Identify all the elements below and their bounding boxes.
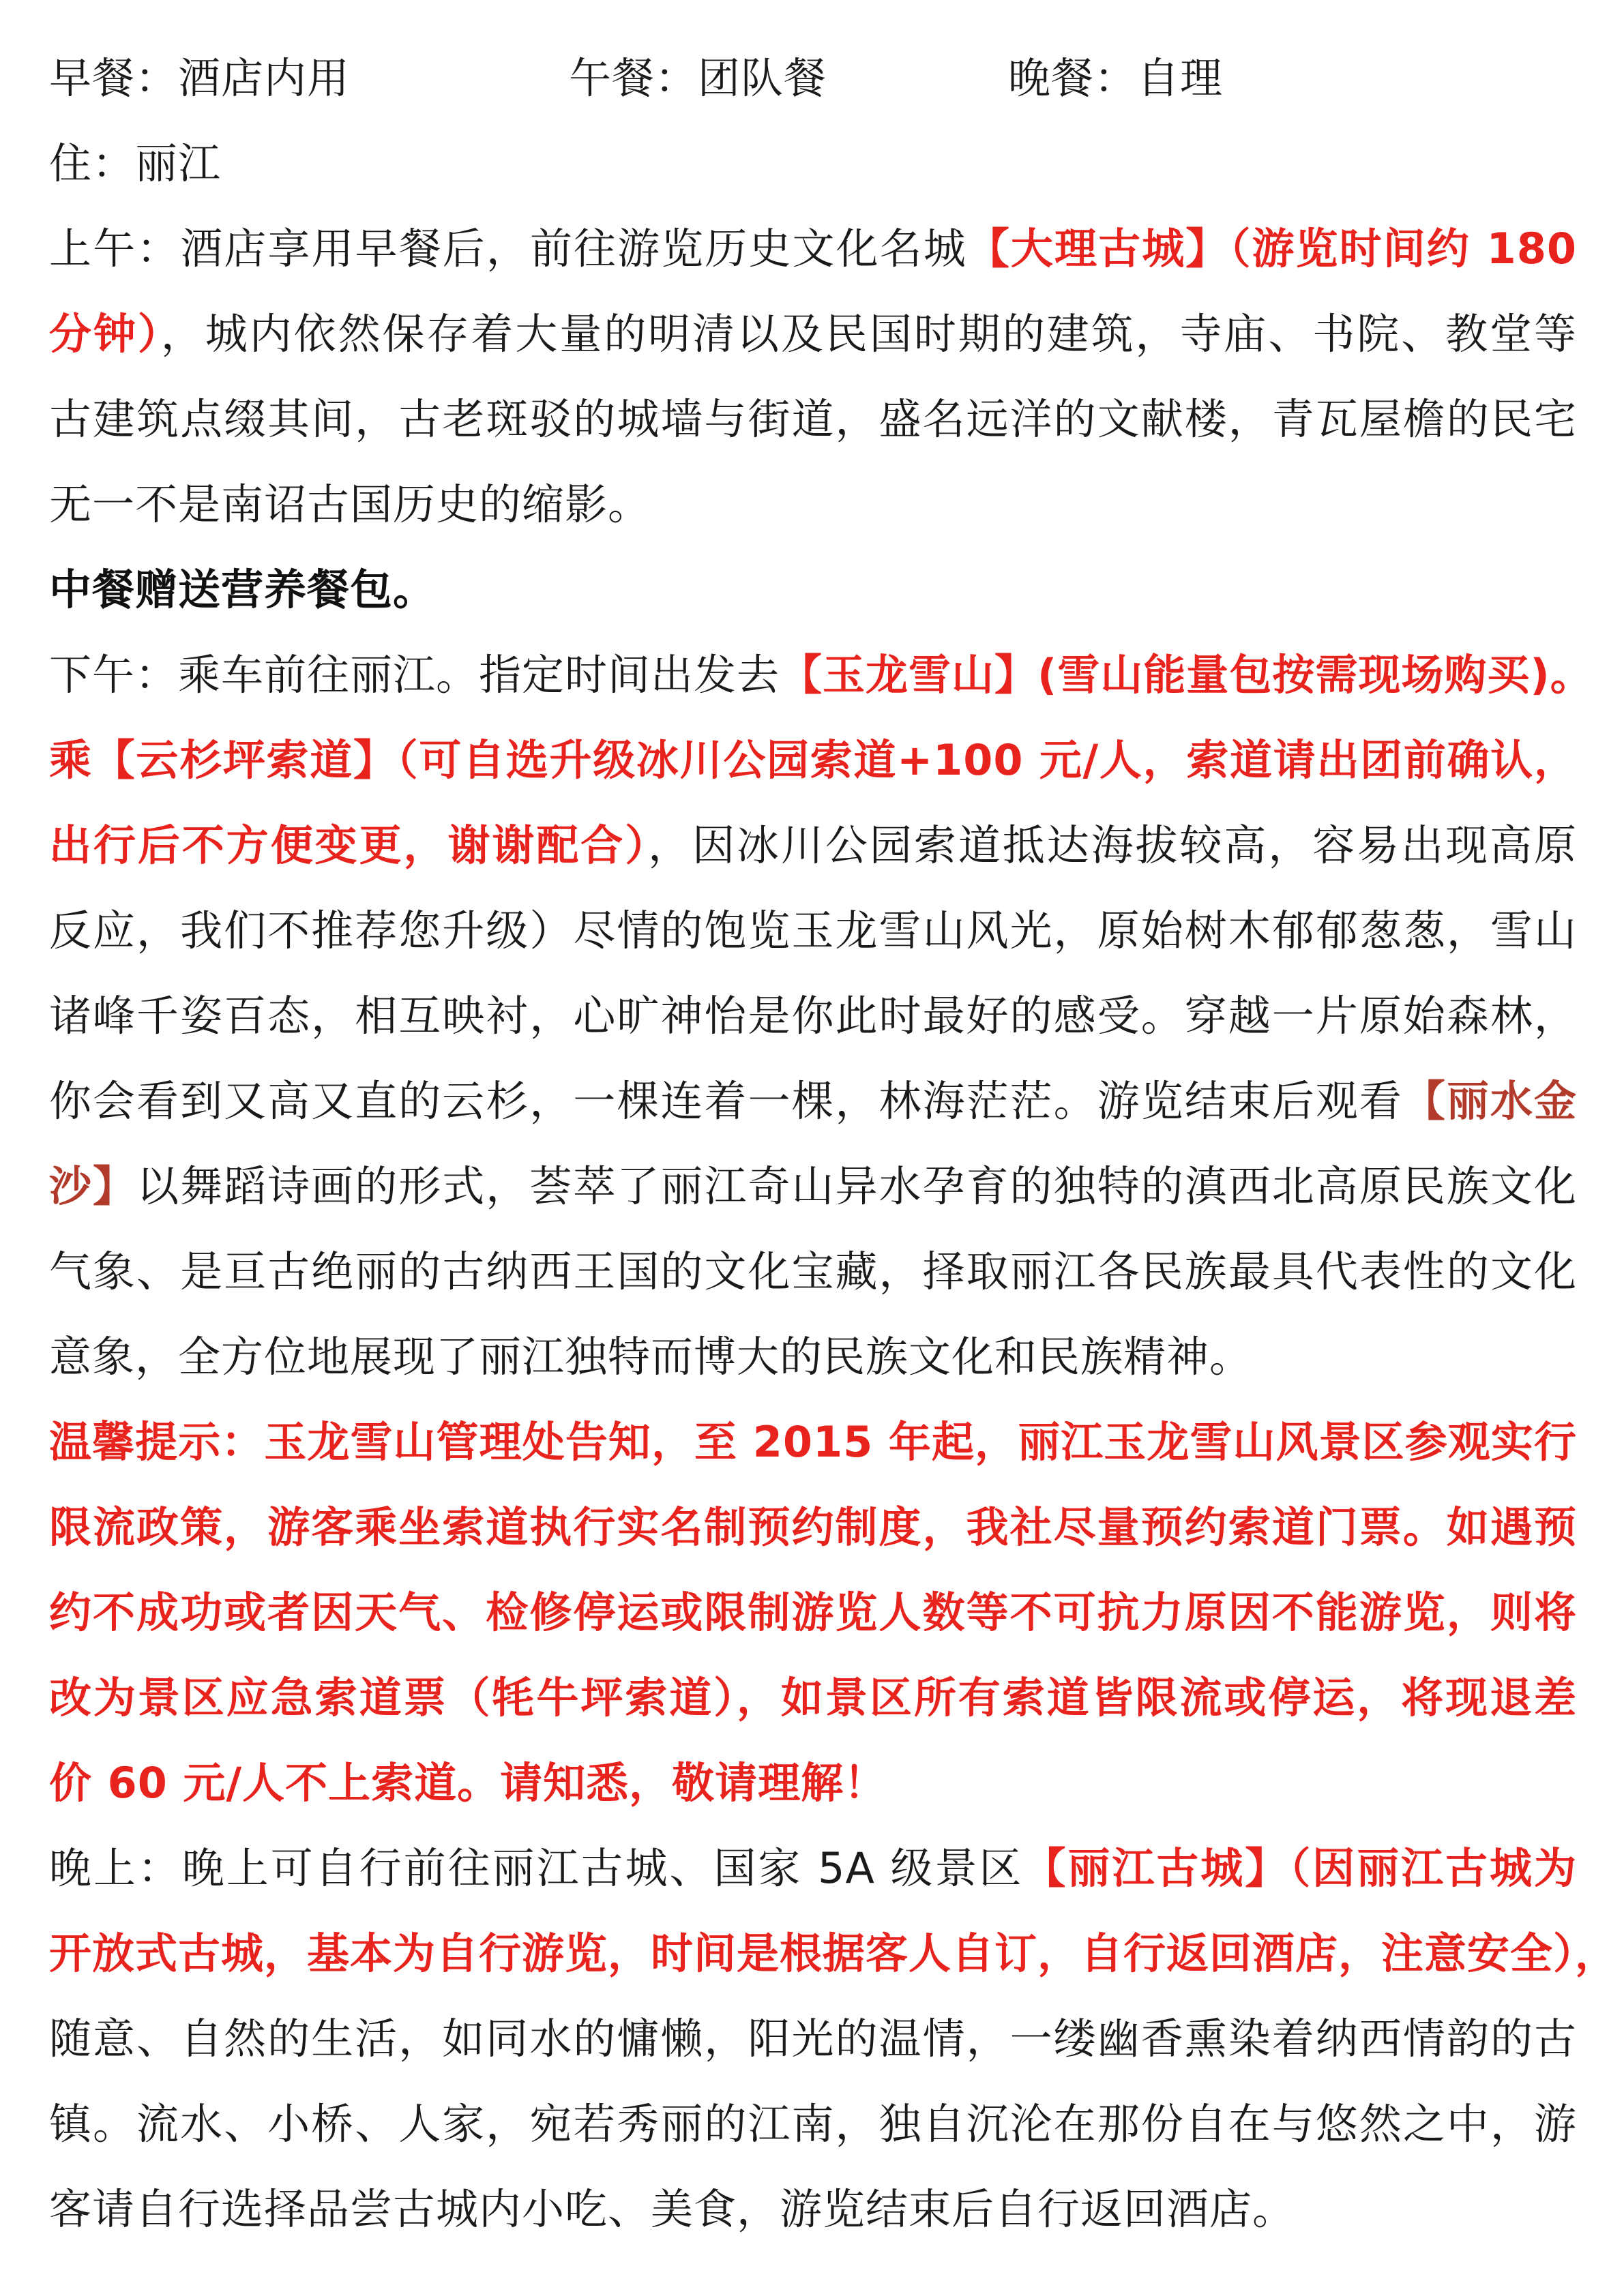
meals-row — [49, 35, 1577, 121]
notice-line: 限流政策，游客乘坐索道执行实名制预约制度，我社尽量预约索道门票。如遇预 — [49, 1502, 1577, 1552]
highlight-cableway-note: 出行后不方便变更，谢谢配合） — [49, 820, 649, 870]
text-span: 以舞蹈诗画的形式，荟萃了丽江奇山异水孕育的独特的滇西北高原民族文化 — [136, 1161, 1577, 1211]
text-line — [49, 1144, 1577, 1229]
text-line: 镇。流水、小桥、人家，宛若秀丽的江南，独自沉沦在那份自在与悠然之中，游 — [49, 2099, 1577, 2149]
highlight-lishui-jinsha: 沙】 — [49, 1161, 137, 1211]
text-line — [49, 632, 1593, 717]
text-line — [49, 291, 1577, 376]
highlight-open-town-note: 开放式古城，基本为自行游览，时间是根据客人自订，自行返回酒店，注意安全）， — [49, 1928, 1619, 1978]
breakfast-text: 早餐：酒店内用 — [49, 53, 351, 103]
highlight-jade-dragon: 【玉龙雪山】(雪山能量包按需现场购买)。 — [780, 650, 1593, 700]
highlight-cableway-line: 乘【云杉坪索道】（可自选升级冰川公园索道+100 元/人，索道请出团前确认， — [49, 735, 1577, 785]
highlight-duration: 分钟） — [49, 309, 161, 359]
text-line: 随意、自然的生活，如同水的慵懒，阳光的温情，一缕幽香熏染着纳西情韵的古 — [49, 2014, 1577, 2063]
stay-text: 住：丽江 — [49, 138, 222, 188]
text-line: 气象、是亘古绝丽的古纳西王国的文化宝藏，择取丽江各民族最具代表性的文化 — [49, 1247, 1577, 1296]
text-line: 古建筑点缀其间，古老斑驳的城墙与街道，盛名远洋的文献楼，青瓦屋檐的民宅 — [49, 394, 1577, 444]
notice-line: 约不成功或者因天气、检修停运或限制游览人数等不可抗力原因不能游览，则将 — [49, 1587, 1577, 1637]
text-line — [49, 803, 1577, 888]
text-span: ，因冰川公园索道抵达海拔较高，容易出现高原 — [648, 820, 1577, 870]
notice-line: 温馨提示：玉龙雪山管理处告知，至 2015 年起，丽江玉龙雪山风景区参观实行 — [49, 1417, 1577, 1467]
itinerary-document — [49, 35, 1619, 2252]
afternoon-paragraph — [49, 632, 1593, 1399]
text-span: ，城内依然保存着大量的明清以及民国时期的建筑，寺庙、书院、教堂等 — [160, 309, 1577, 359]
text-line: 意象，全方位地展现了丽江独特而博大的民族文化和民族精神。 — [49, 1332, 1253, 1382]
text-span: 下午：乘车前往丽江。指定时间出发去 — [49, 650, 780, 700]
evening-paragraph — [49, 1825, 1619, 2252]
lunch-text: 午餐：团队餐 — [569, 53, 827, 103]
text-span: 晚上：晚上可自行前往丽江古城、国家 5A 级景区 — [49, 1843, 1024, 1893]
text-line — [49, 206, 1577, 291]
text-line: 无一不是南诏古国历史的缩影。 — [49, 479, 651, 529]
text-span: 上午：酒店享用早餐后，前往游览历史文化名城 — [49, 224, 967, 273]
text-line: 诸峰千姿百态，相互映衬，心旷神怡是你此时最好的感受。穿越一片原始森林， — [49, 991, 1577, 1041]
highlight-dali-old-town: 【大理古城】（游览时间约 180 — [966, 224, 1577, 273]
text-span: 你会看到又高又直的云杉，一棵连着一棵，林海茫茫。游览结束后观看 — [49, 1076, 1403, 1126]
text-line: 反应，我们不推荐您升级）尽情的饱览玉龙雪山风光，原始树木郁郁葱葱，雪山 — [49, 906, 1577, 955]
highlight-lijiang-old-town: 【丽江古城】（因丽江古城为 — [1023, 1843, 1577, 1893]
lunch-note: 中餐赠送营养餐包。 — [49, 565, 437, 614]
text-line — [49, 1058, 1577, 1144]
text-line — [49, 1825, 1577, 1911]
notice-line: 价 60 元/人不上索道。请知悉，敬请理解！ — [49, 1758, 887, 1808]
highlight-lishui-jinsha: 【丽水金 — [1402, 1076, 1577, 1126]
warm-notice — [49, 1399, 1577, 1825]
morning-paragraph — [49, 206, 1577, 547]
dinner-text: 晚餐：自理 — [1008, 53, 1224, 103]
notice-line: 改为景区应急索道票（牦牛坪索道），如景区所有索道皆限流或停运，将现退差 — [49, 1673, 1577, 1723]
text-line: 客请自行选择品尝古城内小吃、美食，游览结束后自行返回酒店。 — [49, 2184, 1296, 2234]
